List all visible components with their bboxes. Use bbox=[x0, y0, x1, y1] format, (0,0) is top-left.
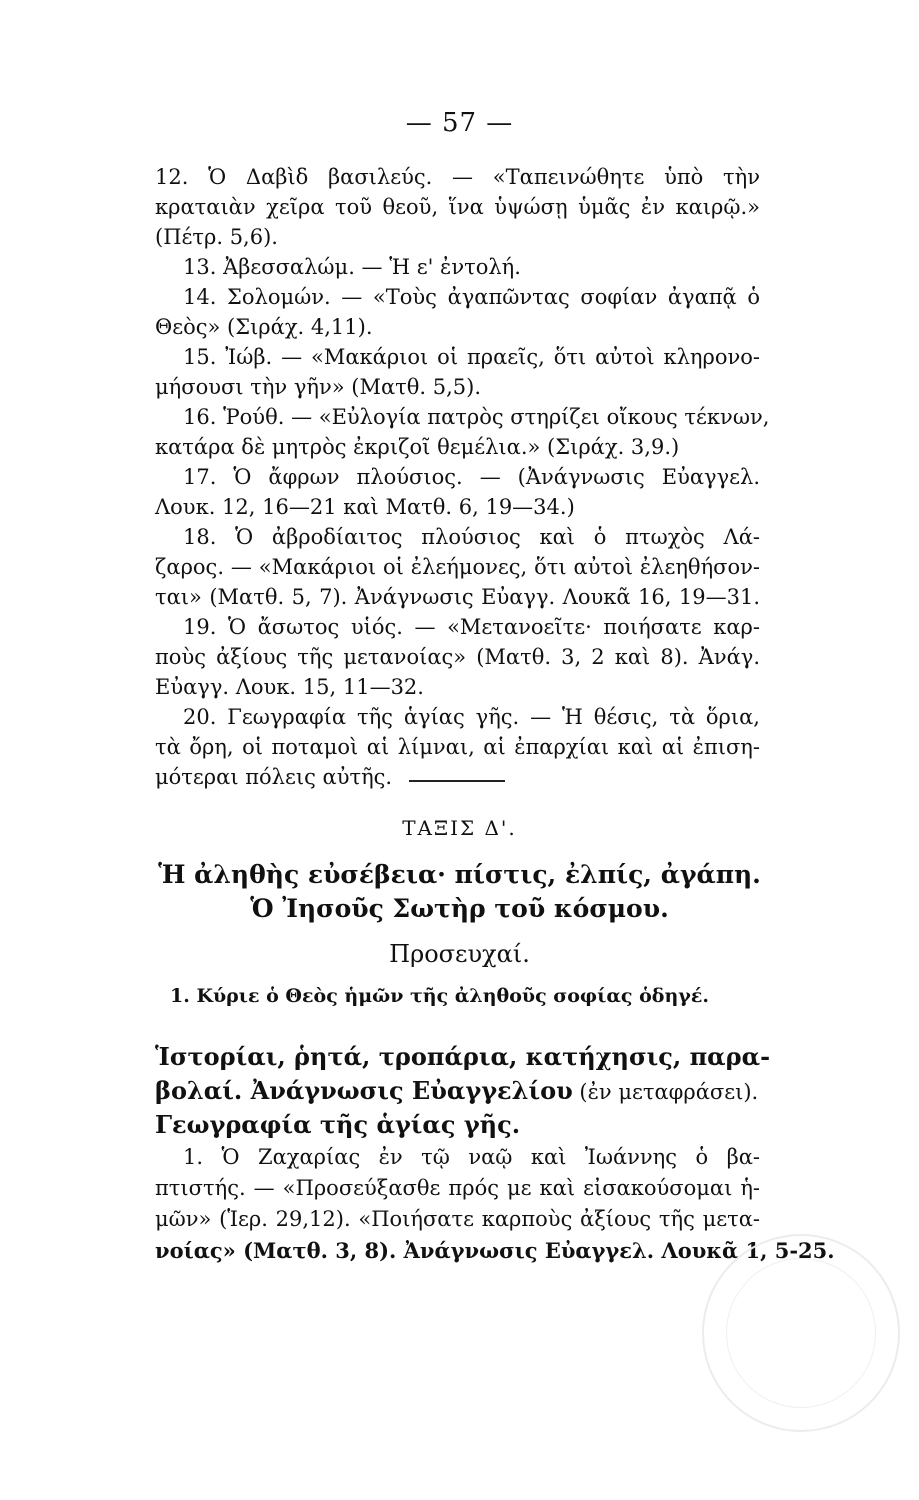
text-line: πτιστής. — «Προσεύξασθε πρός με καὶ εἰσακούσομαι ἡ- bbox=[155, 1176, 760, 1200]
text-line: νοίας» (Ματθ. 3, 8). Ἀνάγνωσις Εὐαγγελ. Λουκᾶ 1, 5-25. bbox=[155, 1238, 835, 1263]
list-line: κραταιὰν χεῖρα τοῦ θεοῦ, ἵνα ὑψώσῃ ὑμᾶς ἐν καιρῷ.» bbox=[155, 195, 760, 219]
list-line: τὰ ὄρη, οἱ ποταμοὶ αἱ λίμναι, αἱ ἐπαρχίαι καὶ αἱ ἐπιση- bbox=[155, 735, 760, 759]
list-line: 20. Γεωγραφία τῆς ἁγίας γῆς. — Ἡ θέσις, τὰ ὅρια, bbox=[183, 705, 760, 729]
final-list-item bbox=[155, 1142, 835, 1266]
stories-heading-line bbox=[155, 1074, 760, 1108]
list-line: 15. Ἰώβ. — «Μακάριοι οἱ πραεῖς, ὅτι αὐτοὶ κληρονο- bbox=[183, 345, 760, 369]
list-line: ται» (Ματθ. 5, 7). Ἀνάγνωσις Εὐαγγ. Λουκᾶ 16, 19—31. bbox=[155, 585, 760, 609]
numbered-list bbox=[155, 162, 770, 792]
list-line: 14. Σολομών. — «Τοὺς ἀγαπῶντας σοφίαν ἀγαπᾷ ὁ bbox=[183, 285, 760, 309]
section-label: ΤΑΞΙΣ Δ'. bbox=[402, 816, 517, 840]
list-line: μήσουσι τὴν γῆν» (Ματθ. 5,5). bbox=[155, 375, 482, 399]
prayers-heading: Προσευχαί. bbox=[389, 940, 530, 968]
stories-heading-note: (ἐν μεταφράσει). bbox=[572, 1080, 759, 1104]
list-line: κατάρα δὲ μητρὸς ἐκριζοῖ θεμέλια.» (Σιράχ. 3,9.) bbox=[155, 435, 680, 459]
text-line: 1. Ὁ Ζαχαρίας ἐν τῷ ναῷ καὶ Ἰωάννης ὁ βα- bbox=[183, 1145, 760, 1169]
library-seal-stamp bbox=[702, 1234, 900, 1432]
section-subtitle-2: Ὁ Ἰησοῦς Σωτὴρ τοῦ κόσμου. bbox=[250, 894, 669, 923]
stories-heading-line: Γεωγραφία τῆς ἁγίας γῆς. bbox=[155, 1110, 521, 1139]
list-line: μότεραι πόλεις αὐτῆς. bbox=[155, 765, 393, 789]
stories-heading-bold: βολαί. Ἀνάγνωσις Εὐαγγελίου bbox=[155, 1076, 573, 1105]
seal-inner-ring bbox=[726, 1258, 876, 1408]
list-line: Λουκ. 12, 16—21 καὶ Ματθ. 6, 19—34.) bbox=[155, 495, 575, 519]
list-line: ζαρος. — «Μακάριοι οἱ ἐλεήμονες, ὅτι αὐτοὶ ἐλεηθήσον- bbox=[155, 555, 760, 579]
section-subtitle-1: Ἡ ἀληθὴς εὐσέβεια· πίστις, ἐλπίς, ἀγάπη. bbox=[158, 860, 761, 889]
list-line: 12. Ὁ Δαβὶδ βασιλεύς. — «Ταπεινώθητε ὑπὸ τὴν bbox=[155, 165, 760, 189]
list-line: Θεὸς» (Σιράχ. 4,11). bbox=[155, 315, 373, 339]
list-line: ποὺς ἀξίους τῆς μετανοίας» (Ματθ. 3, 2 καὶ 8). Ἀνάγ. bbox=[155, 645, 760, 669]
list-line: 18. Ὁ ἀβροδίαιτος πλούσιος καὶ ὁ πτωχὸς Λά- bbox=[183, 525, 760, 549]
section-divider bbox=[409, 780, 505, 782]
list-line: Εὐαγγ. Λουκ. 15, 11—32. bbox=[155, 675, 424, 699]
list-line: (Πέτρ. 5,6). bbox=[155, 225, 278, 249]
list-line: 16. Ῥούθ. — «Εὐλογία πατρὸς στηρίζει οἴκους τέκνων, bbox=[183, 405, 770, 429]
stories-heading-line: Ἱστορίαι, ῥητά, τροπάρια, κατήχησις, παρα- bbox=[155, 1042, 771, 1071]
list-line: 17. Ὁ ἄφρων πλούσιος. — (Ἀνάγνωσις Εὐαγγελ. bbox=[183, 465, 760, 489]
stories-heading bbox=[155, 1040, 771, 1142]
list-line: 13. Ἀβεσσαλώμ. — Ἡ ε' ἐντολή. bbox=[183, 255, 521, 279]
list-line: 19. Ὁ ἄσωτος υἱός. — «Μετανοεῖτε· ποιήσατε καρ- bbox=[183, 615, 760, 639]
page-number: — 57 — bbox=[405, 108, 514, 138]
prayer-item: 1. Κύριε ὁ Θεὸς ἡμῶν τῆς ἀληθοῦς σοφίας ὁδηγέ. bbox=[170, 985, 709, 1007]
text-line: μῶν» (Ἱερ. 29,12). «Ποιήσατε καρποὺς ἀξίους τῆς μετα- bbox=[155, 1207, 760, 1231]
